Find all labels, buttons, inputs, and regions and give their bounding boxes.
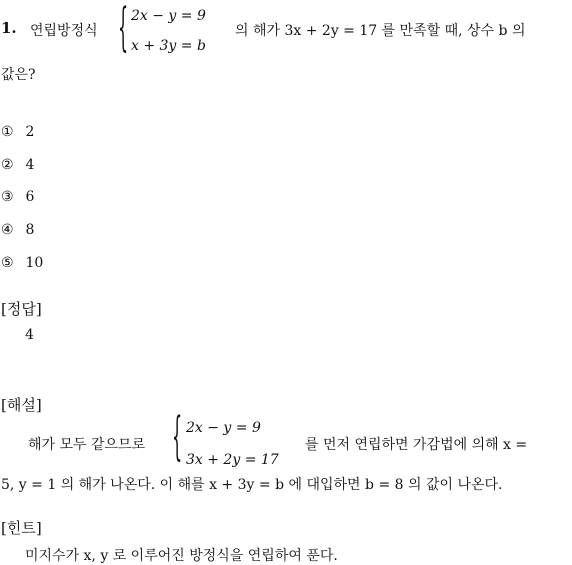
hint-label: [힌트] xyxy=(1,519,42,537)
choice-value: 10 xyxy=(25,255,44,271)
choice-value: 8 xyxy=(25,222,35,238)
question-number: 1. xyxy=(1,19,17,37)
choice-2[interactable] xyxy=(1,157,34,173)
explanation-label: [해설] xyxy=(1,396,42,414)
choice-3[interactable] xyxy=(1,189,34,205)
question-system-eq2: x + 3y = b xyxy=(131,38,206,54)
explanation-tail: 를 먼저 연립하면 가감법에 의해 x = xyxy=(305,437,528,453)
choice-mark: ③ xyxy=(1,189,14,205)
answer-label: [정답] xyxy=(1,300,42,318)
question-system-brace: { xyxy=(118,0,129,58)
choice-mark: ① xyxy=(1,124,14,140)
explanation-system-eq1: 2x − y = 9 xyxy=(186,420,261,436)
choice-5[interactable] xyxy=(1,255,43,271)
question-lead: 연립방정식 xyxy=(30,23,98,39)
choice-mark: ⑤ xyxy=(1,255,14,271)
explanation-line2: 5, y = 1 의 해가 나온다. 이 해를 x + 3y = b 에 대입하면 b = 8 의 값이 나온다. xyxy=(1,477,503,493)
question-tail: 의 해가 3x + 2y = 17 를 만족할 때, 상수 b 의 xyxy=(235,23,526,39)
choice-4[interactable] xyxy=(1,222,34,238)
explanation-system-brace: { xyxy=(172,405,183,467)
choice-mark: ② xyxy=(1,157,14,173)
explanation-system-eq2: 3x + 2y = 17 xyxy=(186,452,279,468)
question-line2: 값은? xyxy=(1,67,36,83)
choice-value: 4 xyxy=(25,157,35,173)
choice-mark: ④ xyxy=(1,222,14,238)
question-system-eq1: 2x − y = 9 xyxy=(131,8,206,24)
explanation-lead: 해가 모두 같으므로 xyxy=(28,437,146,453)
answer-value: 4 xyxy=(25,327,34,343)
choice-value: 2 xyxy=(25,124,35,140)
choice-1[interactable] xyxy=(1,124,34,140)
choice-value: 6 xyxy=(25,189,35,205)
hint-text: 미지수가 x, y 로 이루어진 방정식을 연립하여 푼다. xyxy=(25,548,338,564)
